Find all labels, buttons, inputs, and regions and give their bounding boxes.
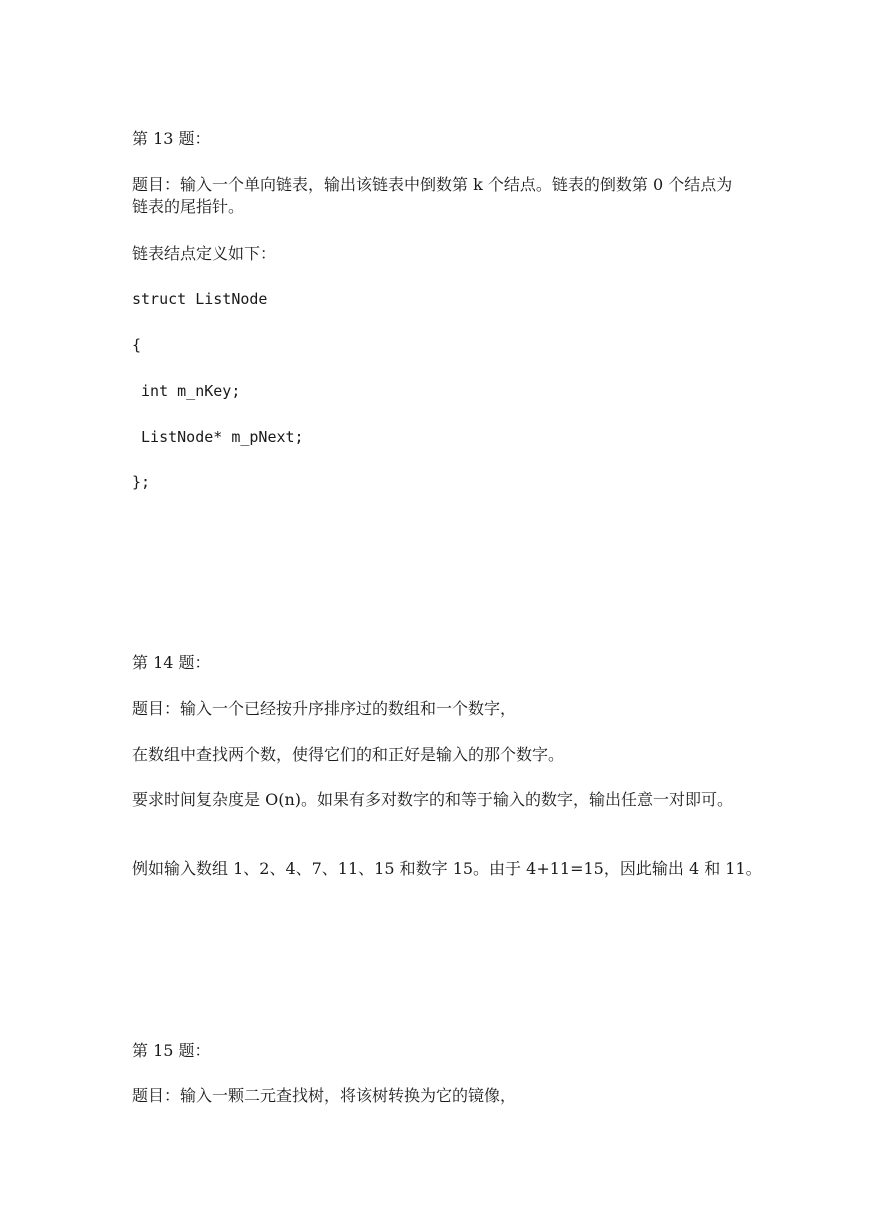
code-line-key-field: int m_nKey; bbox=[132, 382, 241, 400]
q15-heading: 第 15 题： bbox=[132, 1041, 211, 1060]
q15-description: 题目：输入一颗二元查找树，将该树转换为它的镜像， bbox=[132, 1086, 517, 1105]
code-line-struct: struct ListNode bbox=[132, 290, 268, 308]
q14-description-2: 在数组中查找两个数，使得它们的和正好是输入的那个数字。 bbox=[132, 745, 565, 764]
q14-description-1: 题目：输入一个已经按升序排序过的数组和一个数字， bbox=[132, 699, 517, 718]
q13-definition-intro: 链表结点定义如下： bbox=[132, 244, 277, 263]
q13-description: 题目：输入一个单向链表，输出该链表中倒数第 k 个结点。链表的倒数第 0 个结点为链表的尾指针。 bbox=[132, 175, 733, 216]
code-line-open-brace: { bbox=[132, 336, 142, 354]
code-line-next-field: ListNode* m_pNext; bbox=[132, 428, 304, 446]
q14-heading: 第 14 题： bbox=[132, 653, 211, 672]
q13-heading: 第 13 题： bbox=[132, 129, 211, 148]
q14-description-3: 要求时间复杂度是 O(n)。如果有多对数字的和等于输入的数字，输出任意一对即可。 bbox=[132, 790, 733, 809]
code-line-close-brace: }; bbox=[132, 473, 151, 491]
q14-example: 例如输入数组 1、2、4、7、11、15 和数字 15。由于 4+11=15，因此输出 4 和 11。 bbox=[132, 859, 762, 878]
